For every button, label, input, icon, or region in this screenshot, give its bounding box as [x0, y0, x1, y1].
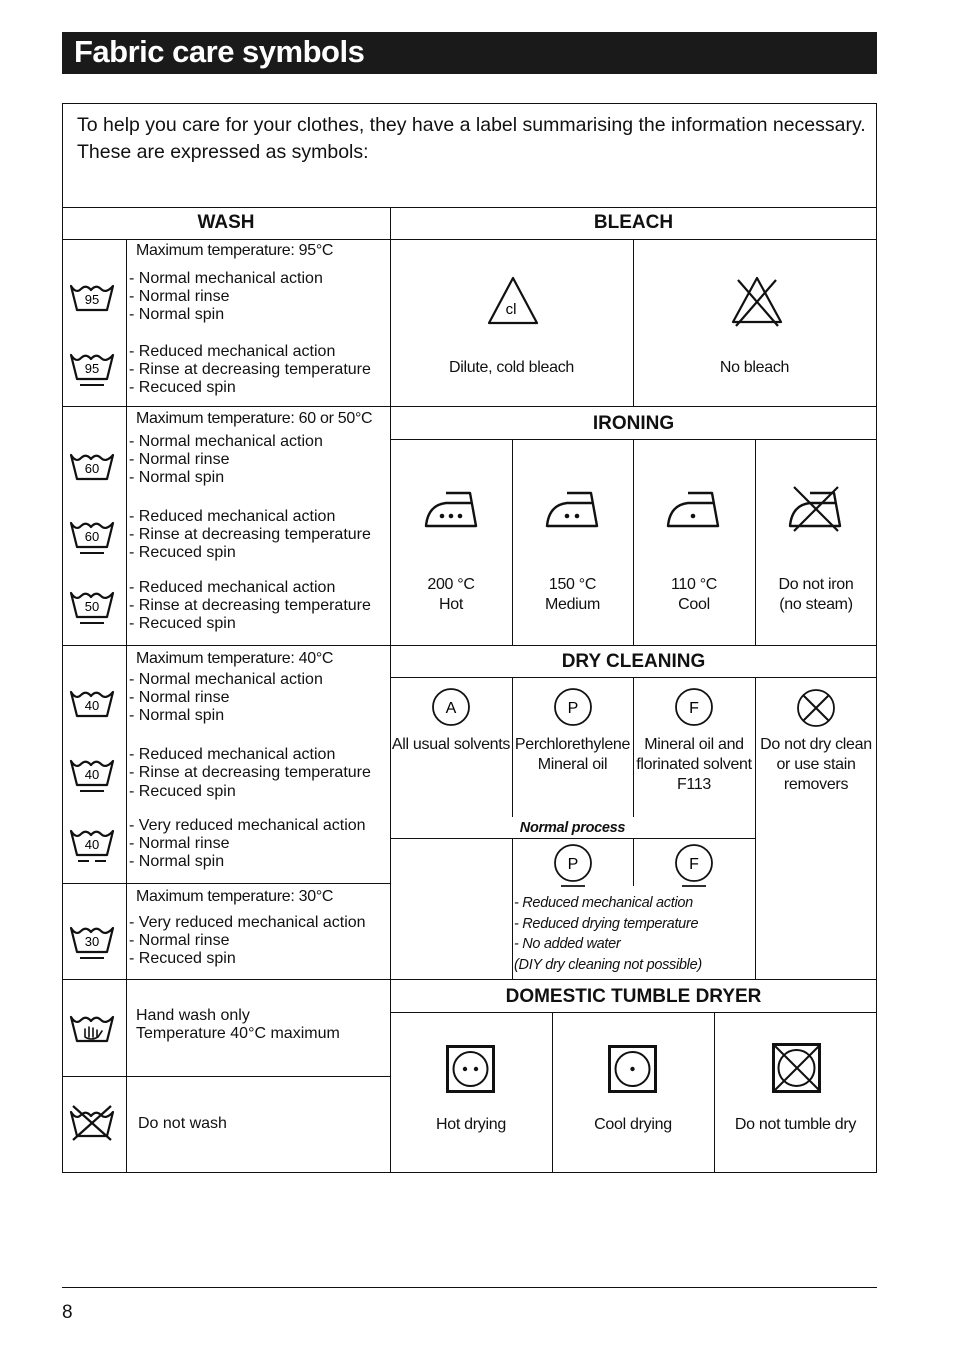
do-not-iron-icon — [788, 485, 844, 531]
iron-cool-temp: 110 °C — [670, 576, 718, 593]
wash-40-icon — [71, 692, 115, 718]
wash-40-normal-line-1: - Normal mechanical action — [129, 671, 323, 688]
wash-60-max: Maximum temperature: 60 or 50°C — [136, 410, 373, 427]
title-bar — [62, 32, 877, 74]
dry-clean-mineral-line-1: Mineral oil and — [644, 736, 744, 753]
bleach-cl-label: cl — [505, 301, 517, 318]
iron-hot-level: Hot — [439, 596, 463, 613]
iron-cool-label — [633, 575, 755, 615]
wash-95-max: Maximum temperature: 95°C — [136, 242, 334, 259]
iron-medium-icon — [545, 491, 601, 529]
dry-clean-f-icon — [675, 688, 713, 726]
wash-95-normal-line-2: - Normal rinse — [129, 288, 230, 305]
iron-cool-icon — [666, 491, 722, 529]
dry-clean-a-icon — [432, 688, 470, 726]
do-not-dry-clean-line-2: or use stain — [776, 756, 856, 773]
intro-text: To help you care for your clothes, they have a label summarising the information necessary. These are expressed as symbols: — [77, 114, 866, 163]
no-bleach-icon — [730, 274, 784, 326]
do-not-iron-label — [755, 575, 877, 615]
dry-clean-mineral-line-2: florinated solvent — [636, 756, 752, 773]
iron-medium-label — [512, 575, 633, 615]
do-not-dry-clean-line-3: removers — [783, 776, 849, 793]
page-title: Fabric care symbols — [74, 34, 365, 69]
no-bleach-label: No bleach — [719, 359, 790, 376]
dry-clean-perc-label — [512, 735, 633, 775]
wash-50-reduced-line-1: - Reduced mechanical action — [129, 579, 336, 596]
wash-95-icon — [71, 286, 115, 312]
do-not-iron-text: Do not iron — [778, 576, 854, 593]
wash-40-reduced-line-3: - Recuced spin — [129, 783, 236, 800]
dry-clean-reduced-notes — [514, 893, 702, 975]
dry-clean-reduced-line-4: (DIY dry cleaning not possible) — [514, 956, 702, 973]
dry-clean-letter: P — [567, 700, 579, 717]
wash-40-very-reduced-line-2: - Normal rinse — [129, 835, 230, 852]
dry-clean-letter: A — [445, 700, 457, 717]
dry-clean-mineral-line-3: F113 — [676, 776, 712, 793]
wash-temp-label: 30 — [84, 934, 100, 949]
tumble-cool-icon — [608, 1045, 658, 1093]
wash-30-gentle-icon — [71, 928, 115, 960]
wash-40-very-reduced-line-3: - Normal spin — [129, 853, 225, 870]
ironing-header: IRONING — [592, 413, 675, 434]
wash-60-reduced-line-3: - Recuced spin — [129, 544, 236, 561]
hand-wash-line-2: Temperature 40°C maximum — [136, 1025, 340, 1042]
wash-40-gentle-icon — [71, 761, 115, 793]
iron-hot-temp: 200 °C — [427, 576, 475, 593]
iron-hot-icon — [424, 491, 480, 529]
wash-30-line-2: - Normal rinse — [129, 932, 230, 949]
wash-temp-label: 95 — [84, 361, 100, 376]
wash-40-very-reduced-line-1: - Very reduced mechanical action — [129, 817, 366, 834]
dry-clean-p-icon — [554, 688, 592, 726]
wash-60-icon — [71, 455, 115, 481]
wash-30-line-3: - Recuced spin — [129, 950, 236, 967]
dry-clean-perc-line-2: Mineral oil — [537, 756, 608, 773]
bleach-header: BLEACH — [593, 212, 674, 233]
dry-cleaning-header: DRY CLEANING — [561, 651, 706, 672]
do-not-dry-clean-icon — [796, 688, 836, 728]
wash-40-reduced-line-1: - Reduced mechanical action — [129, 746, 336, 763]
do-not-tumble-dry-icon — [772, 1043, 822, 1093]
page-number: 8 — [62, 1302, 73, 1323]
wash-temp-label: 60 — [84, 529, 100, 544]
do-not-wash-icon — [71, 1112, 115, 1142]
wash-50-reduced-line-2: - Rinse at decreasing temperature — [129, 597, 371, 614]
footer-divider — [62, 1287, 877, 1288]
dry-clean-f-gentle-icon — [675, 844, 713, 888]
wash-60-reduced-line-1: - Reduced mechanical action — [129, 508, 336, 525]
dry-clean-letter: F — [689, 700, 699, 717]
dry-clean-p-gentle-icon — [554, 844, 592, 888]
wash-header: WASH — [197, 212, 255, 233]
bleach-dilute-label: Dilute, cold bleach — [448, 359, 575, 376]
dry-clean-reduced-line-2: - Reduced drying temperature — [514, 915, 699, 932]
wash-temp-label: 40 — [84, 767, 100, 782]
do-not-dry-clean-line-1: Do not dry clean — [760, 736, 872, 753]
wash-40-very-gentle-icon — [71, 831, 115, 863]
do-not-wash-label: Do not wash — [138, 1115, 227, 1132]
bleach-cl-icon — [486, 276, 540, 326]
wash-95-normal-line-1: - Normal mechanical action — [129, 270, 323, 287]
dry-clean-reduced-line-1: - Reduced mechanical action — [514, 895, 693, 911]
wash-temp-label: 60 — [84, 461, 100, 476]
dry-clean-perc-line-1: Perchlorethylene — [514, 736, 631, 753]
wash-95-normal-line-3: - Normal spin — [129, 306, 225, 323]
wash-50-gentle-icon — [71, 593, 115, 625]
iron-cool-level: Cool — [678, 596, 710, 613]
tumble-hot-label: Hot drying — [436, 1116, 506, 1133]
wash-95-reduced-line-3: - Recuced spin — [129, 379, 236, 396]
wash-95-reduced-line-1: - Reduced mechanical action — [129, 343, 336, 360]
iron-medium-level: Medium — [544, 596, 601, 613]
wash-temp-label: 95 — [84, 292, 100, 307]
do-not-iron-note: (no steam) — [779, 596, 853, 613]
dry-clean-reduced-line-3: - No added water — [514, 936, 621, 952]
wash-95-gentle-icon — [71, 355, 115, 387]
normal-process-label: Normal process — [519, 820, 626, 836]
wash-95-reduced-line-2: - Rinse at decreasing temperature — [129, 361, 371, 378]
wash-temp-label: 40 — [84, 837, 100, 852]
dry-clean-letter: F — [689, 856, 699, 873]
wash-40-normal-line-3: - Normal spin — [129, 707, 225, 724]
wash-30-line-1: - Very reduced mechanical action — [129, 914, 366, 931]
dry-clean-letter: P — [567, 856, 579, 873]
wash-60-normal-line-2: - Normal rinse — [129, 451, 230, 468]
hand-wash-icon — [71, 1017, 115, 1043]
wash-40-max: Maximum temperature: 40°C — [136, 650, 334, 667]
wash-40-reduced-line-2: - Rinse at decreasing temperature — [129, 764, 371, 781]
wash-60-gentle-icon — [71, 523, 115, 555]
dry-clean-all-label: All usual solvents — [391, 736, 511, 753]
do-not-dry-clean-label — [755, 735, 877, 795]
wash-60-reduced-line-2: - Rinse at decreasing temperature — [129, 526, 371, 543]
wash-40-normal-line-2: - Normal rinse — [129, 689, 230, 706]
tumble-cool-label: Cool drying — [594, 1116, 672, 1133]
wash-50-reduced-line-3: - Recuced spin — [129, 615, 236, 632]
wash-60-normal-line-3: - Normal spin — [129, 469, 225, 486]
tumble-dryer-header: DOMESTIC TUMBLE DRYER — [505, 986, 762, 1007]
tumble-hot-icon — [446, 1045, 496, 1093]
do-not-tumble-dry-label: Do not tumble dry — [734, 1116, 857, 1133]
dry-clean-mineral-label — [633, 735, 755, 795]
iron-medium-temp: 150 °C — [548, 576, 597, 593]
wash-temp-label: 40 — [84, 698, 100, 713]
hand-wash-line-1: Hand wash only — [136, 1007, 250, 1024]
wash-60-normal-line-1: - Normal mechanical action — [129, 433, 323, 450]
iron-hot-label — [390, 575, 512, 615]
wash-30-max: Maximum temperature: 30°C — [136, 888, 334, 905]
wash-temp-label: 50 — [84, 599, 100, 614]
